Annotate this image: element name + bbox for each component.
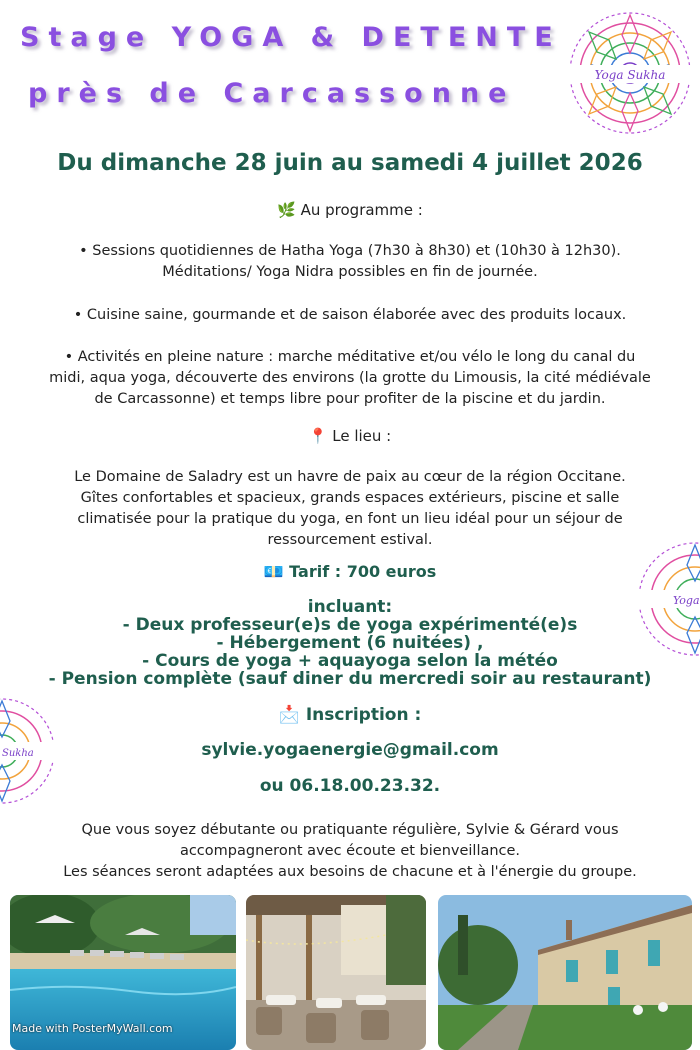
inscription-header-text: Inscription : <box>305 705 422 725</box>
incl-header: incluant: <box>307 597 393 617</box>
lieu-line-3: climatisée pour la pratique du yoga, en font un lieu idéal pour un séjour de <box>77 511 623 527</box>
terrace-photo <box>246 895 426 1050</box>
inscription-header <box>0 705 700 726</box>
programme-header <box>0 200 700 221</box>
closing-line-2: accompagneront avec écoute et bienveillance. <box>179 843 521 859</box>
watermark: Made with PosterMyWall.com <box>12 1022 173 1035</box>
lieu-line-2: Gîtes confortables et spacieux, grands espaces extérieurs, piscine et salle <box>80 490 620 506</box>
logo-text-left: Sukha <box>2 748 34 759</box>
envelope-icon: 📩 <box>278 705 300 725</box>
event-dates: Du dimanche 28 juin au samedi 4 juillet 2026 <box>57 150 643 176</box>
lieu-line-1: Le Domaine de Saladry est un havre de paix au cœur de la région Occitane. <box>74 469 626 485</box>
programme-item-1-line-2: Méditations/ Yoga Nidra possibles en fin de journée. <box>162 264 538 280</box>
logo-text-right: Yoga <box>673 594 700 607</box>
mandala-icon <box>562 6 698 140</box>
tarif <box>0 561 700 582</box>
logo-text: Yoga Sukha <box>594 68 666 82</box>
contact-email[interactable]: sylvie.yogaenergie@gmail.com <box>201 740 499 760</box>
lieu-line-4: ressourcement estival. <box>267 532 433 548</box>
incl-item-2: - Hébergement (6 nuitées) , <box>216 633 484 653</box>
incl-item-1: - Deux professeur(e)s de yoga expérimenté(e)s <box>122 615 578 635</box>
tarif-text: Tarif : 700 euros <box>289 562 437 581</box>
programme-item-2: • Cuisine saine, gourmande et de saison élaborée avec des produits locaux. <box>73 307 627 323</box>
leaf-icon: 🌿 <box>277 201 296 219</box>
lieu-header-text: Le lieu : <box>332 427 392 445</box>
programme-item-3-line-3: de Carcassonne) et temps libre pour profiter de la piscine et du jardin. <box>94 391 606 407</box>
incl-item-4: - Pension complète (sauf diner du mercredi soir au restaurant) <box>48 669 652 689</box>
money-icon: 💶 <box>263 562 284 581</box>
title-line-2: près de Carcassonne <box>28 78 516 109</box>
title-line-1: Stage YOGA & DETENTE <box>20 22 562 53</box>
closing-line-3: Les séances seront adaptées aux besoins de chacune et à l'énergie du groupe. <box>63 864 637 880</box>
programme-item-3-line-1: • Activités en pleine nature : marche méditative et/ou vélo le long du canal du <box>64 349 636 365</box>
closing-line-1: Que vous soyez débutante ou pratiquante régulière, Sylvie & Gérard vous <box>81 822 619 838</box>
programme-header-text: Au programme : <box>300 201 423 219</box>
contact-phone[interactable]: ou 06.18.00.23.32. <box>259 776 441 796</box>
programme-item-1-line-1: • Sessions quotidiennes de Hatha Yoga (7h30 à 8h30) et (10h30 à 12h30). <box>79 243 621 259</box>
programme-item-3-line-2: midi, aqua yoga, découverte des environs (la grotte du Limousis, la cité médiévale <box>49 370 651 386</box>
incl-item-3: - Cours de yoga + aquayoga selon la météo <box>142 651 558 671</box>
lieu-header <box>0 426 700 447</box>
pin-icon: 📍 <box>308 427 328 445</box>
house-photo <box>438 895 692 1050</box>
